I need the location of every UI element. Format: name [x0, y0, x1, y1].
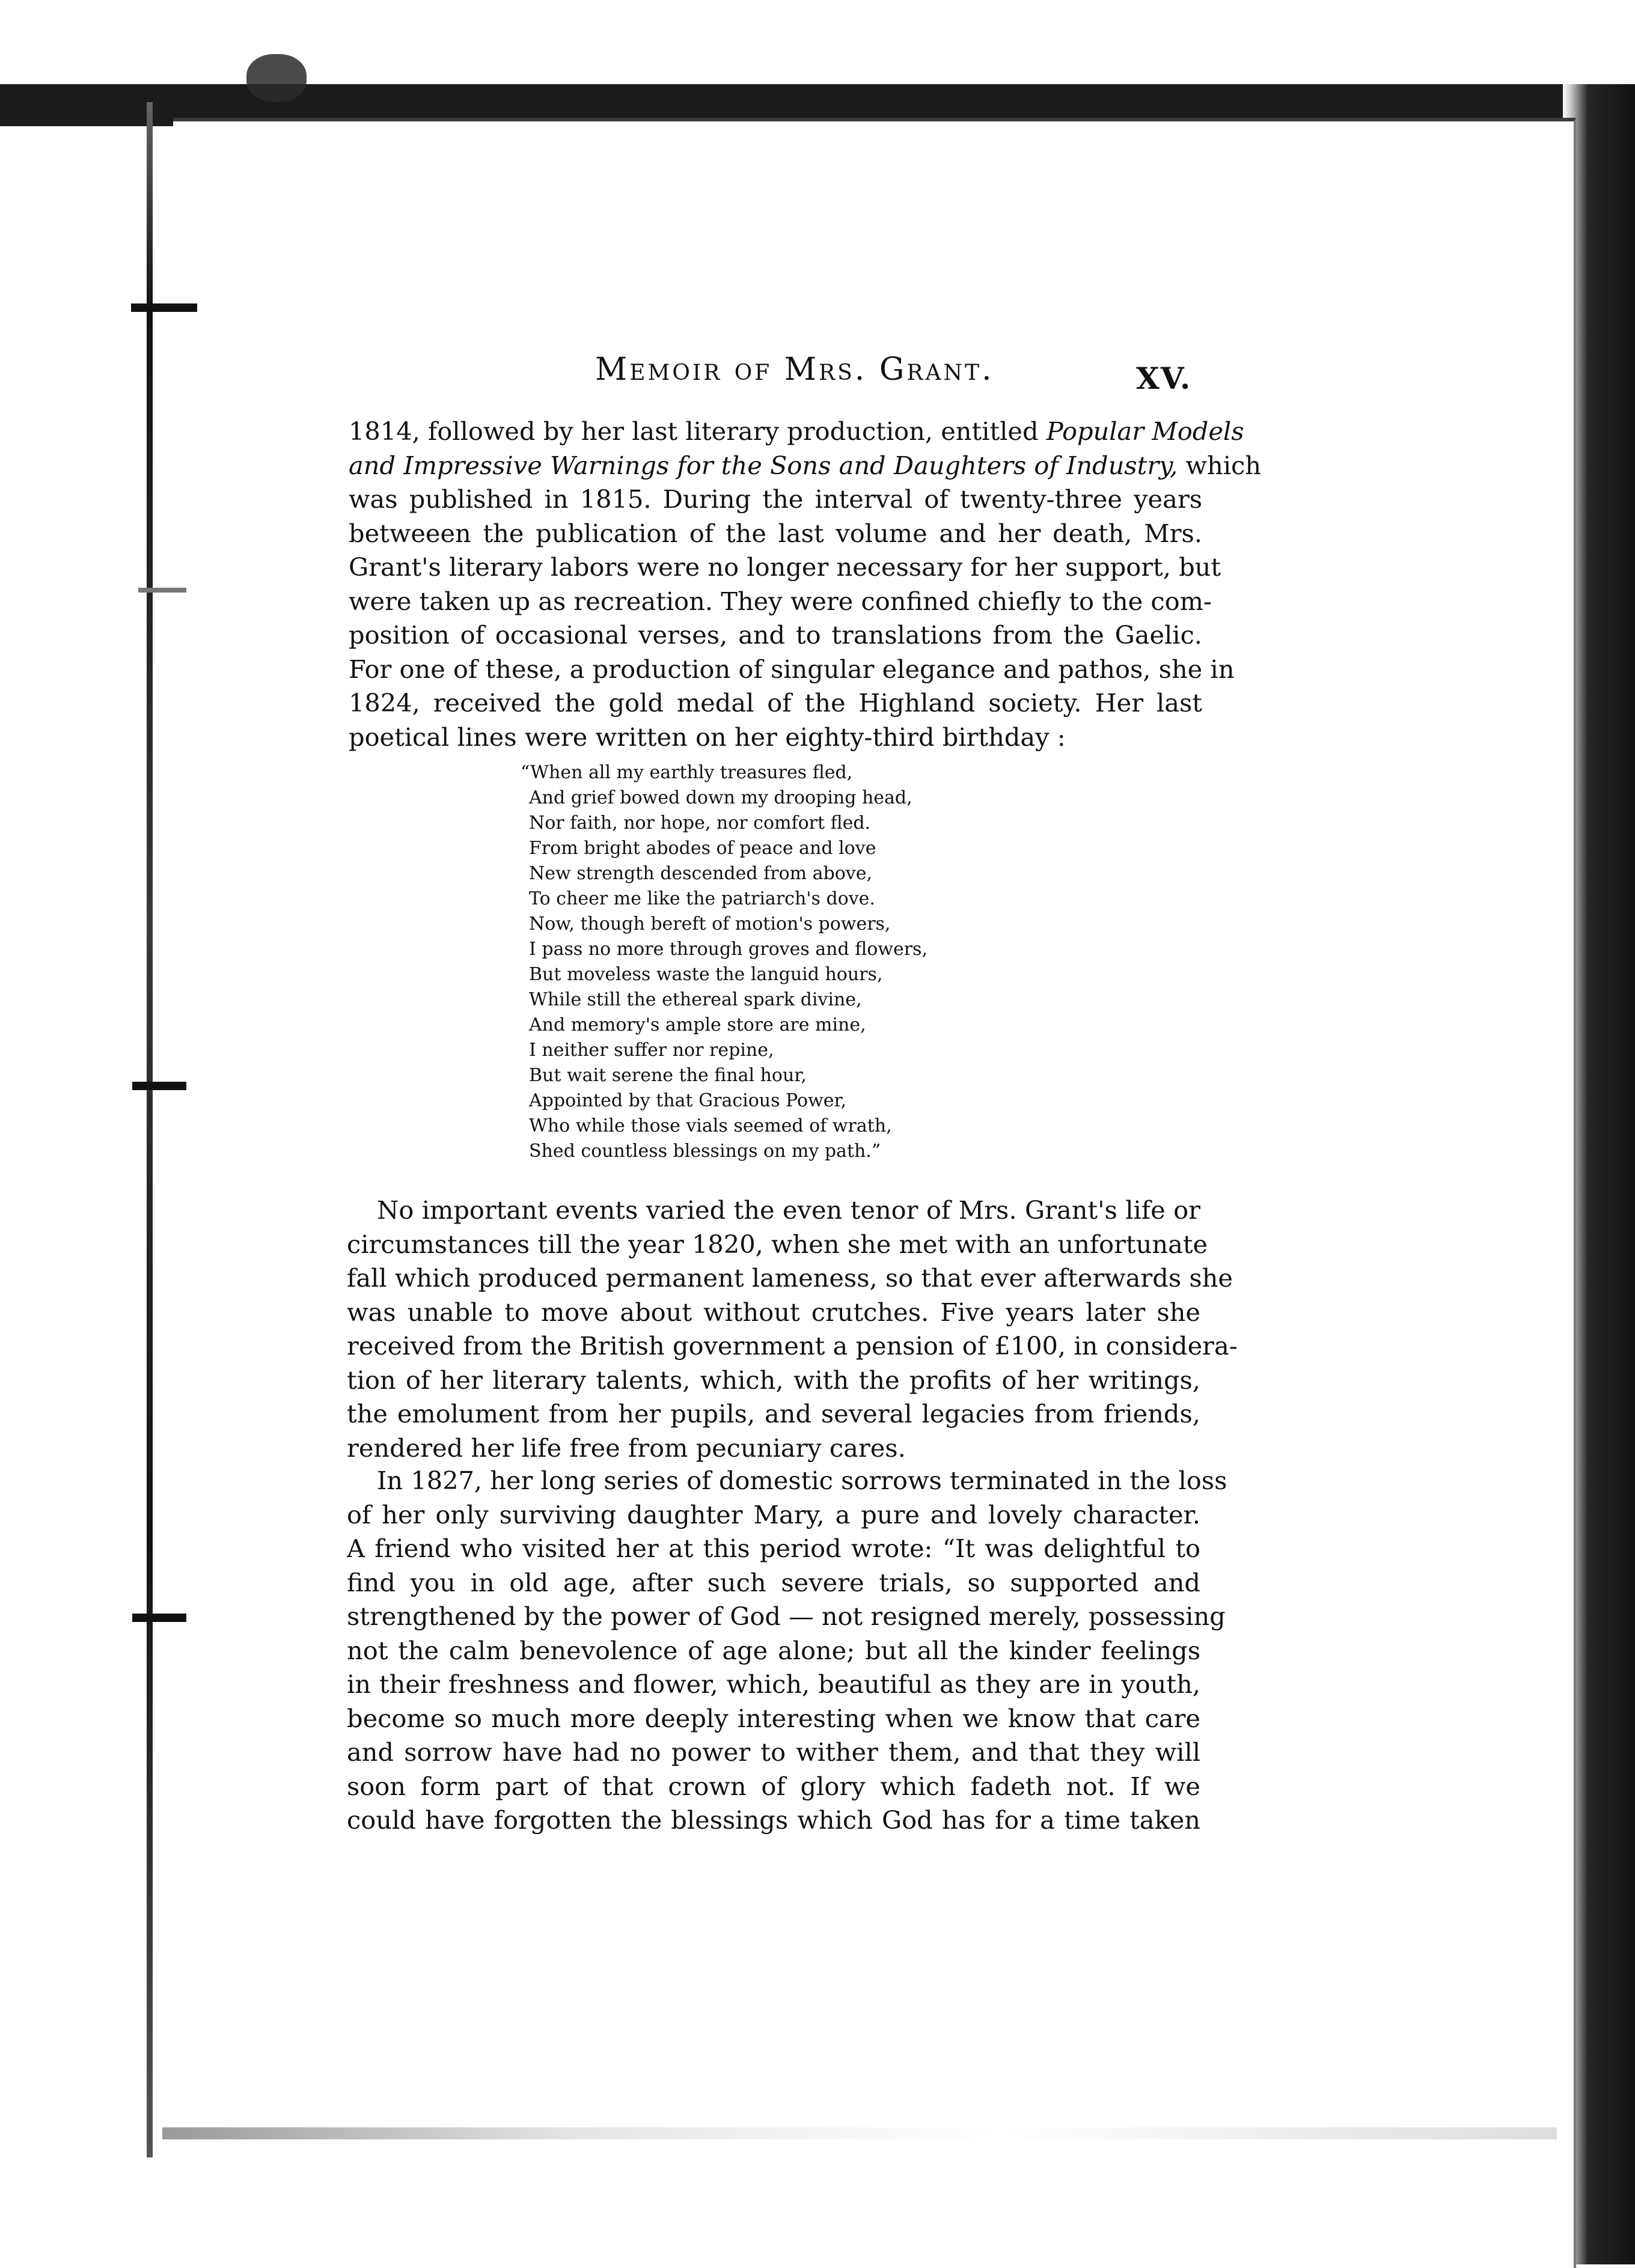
text-line: tion of her literary talents, which, with the profits of her writings, [347, 1365, 1200, 1395]
text-line-tail: which [1185, 450, 1261, 480]
poem-line: But moveless waste the languid hours, [529, 964, 883, 985]
italic-title: Popular Models [1046, 416, 1244, 446]
poem-line: I neither suffer nor repine, [529, 1040, 774, 1061]
running-head: Memoir of Mrs. Grant. [595, 352, 994, 388]
text-line: circumstances till the year 1820, when she met with an unfortunate [347, 1229, 1208, 1259]
page-number: XV. [1136, 361, 1192, 396]
text-line: rendered her life free from pecuniary cares. [347, 1433, 906, 1463]
text-line: the emolument from her pupils, and several legacies from friends, [347, 1399, 1200, 1428]
text-line: received from the British government a pension of £100, in considera- [347, 1331, 1238, 1361]
text-line: For one of these, a production of singular elegance and pathos, she in [349, 654, 1235, 684]
poem-line: From bright abodes of peace and love [529, 838, 876, 859]
text-line: were taken up as recreation. They were confined chiefly to the com- [349, 586, 1212, 616]
text-line: soon form part of that crown of glory which fadeth not. If we [347, 1771, 1200, 1801]
text-line: position of occasional verses, and to translations from the Gaelic. [349, 620, 1202, 650]
poem-line: “When all my earthly treasures fled, [521, 762, 853, 783]
ink-blot [246, 54, 307, 102]
paragraph-3 [347, 1464, 1227, 1838]
poem-line: Shed countless blessings on my path.” [529, 1141, 881, 1162]
poem-line: Nor faith, nor hope, nor comfort fled. [529, 812, 871, 834]
poem-line: Who while those vials seemed of wrath, [529, 1115, 892, 1136]
text-line: Grant's literary labors were no longer necessary for her support, but [349, 552, 1221, 582]
text-line: fall which produced permanent lameness, so that ever afterwards she [347, 1263, 1233, 1293]
text-line: strengthened by the power of God — not resigned merely, possessing [347, 1602, 1226, 1631]
binding-stitch [138, 588, 186, 593]
text-line: become so much more deeply interesting when we know that care [347, 1703, 1200, 1733]
text-line: A friend who visited her at this period wrote: “It was delightful to [347, 1534, 1200, 1563]
binding-stitch [132, 1082, 186, 1090]
poem-line: While still the ethereal spark divine, [529, 989, 862, 1010]
binding-stitch [132, 1614, 186, 1622]
text-line: No important events varied the even tenor of Mrs. Grant's life or [377, 1195, 1200, 1225]
poem-line: I pass no more through groves and flowers, [529, 939, 928, 960]
poem-line: Now, though bereft of motion's powers, [529, 913, 891, 934]
text-line: poetical lines were written on her eighty-third birthday : [349, 722, 1066, 752]
paragraph-1 [349, 415, 1261, 754]
text-line: In 1827, her long series of domestic sorrows terminated in the loss [377, 1466, 1227, 1495]
text-line: was unable to move about without crutches. Five years later she [347, 1297, 1200, 1327]
poem-line: And memory's ample store are mine, [529, 1014, 866, 1035]
text-line-lead: 1814, followed by her last literary production, entitled [349, 416, 1039, 446]
binding-stitch [131, 303, 197, 312]
text-line: of her only surviving daughter Mary, a pure and lovely character. [347, 1499, 1200, 1529]
binding-line [147, 102, 153, 2157]
text-line: find you in old age, after such severe trials, so supported and [347, 1567, 1200, 1597]
text-line: was published in 1815. During the interval of twenty-three years [349, 484, 1202, 514]
text-line: 1824, received the gold medal of the Highland society. Her last [349, 688, 1202, 718]
text-line: and sorrow have had no power to wither them, and that they will [347, 1737, 1200, 1767]
text-line [349, 449, 1261, 483]
text-line: in their freshness and flower, which, beautiful as they are in youth, [347, 1669, 1200, 1699]
paragraph-2 [347, 1193, 1238, 1465]
poem-line: To cheer me like the patriarch's dove. [529, 888, 875, 909]
poem [521, 760, 928, 1164]
text-line [349, 415, 1244, 449]
text-line: betweeen the publication of the last volume and her death, Mrs. [349, 518, 1202, 548]
poem-line: Appointed by that Gracious Power, [529, 1090, 847, 1111]
poem-line: New strength descended from above, [529, 863, 873, 884]
poem-line: But wait serene the final hour, [529, 1065, 807, 1086]
page-bottom-edge [162, 2127, 1557, 2139]
italic-title: and Impressive Warnings for the Sons and Daughters of Industry, [349, 450, 1178, 480]
poem-line: And grief bowed down my drooping head, [529, 787, 912, 808]
text-line: could have forgotten the blessings which God has for a time taken [347, 1805, 1200, 1835]
text-line: not the calm benevolence of age alone; but all the kinder feelings [347, 1635, 1200, 1665]
left-margin [0, 126, 144, 2264]
